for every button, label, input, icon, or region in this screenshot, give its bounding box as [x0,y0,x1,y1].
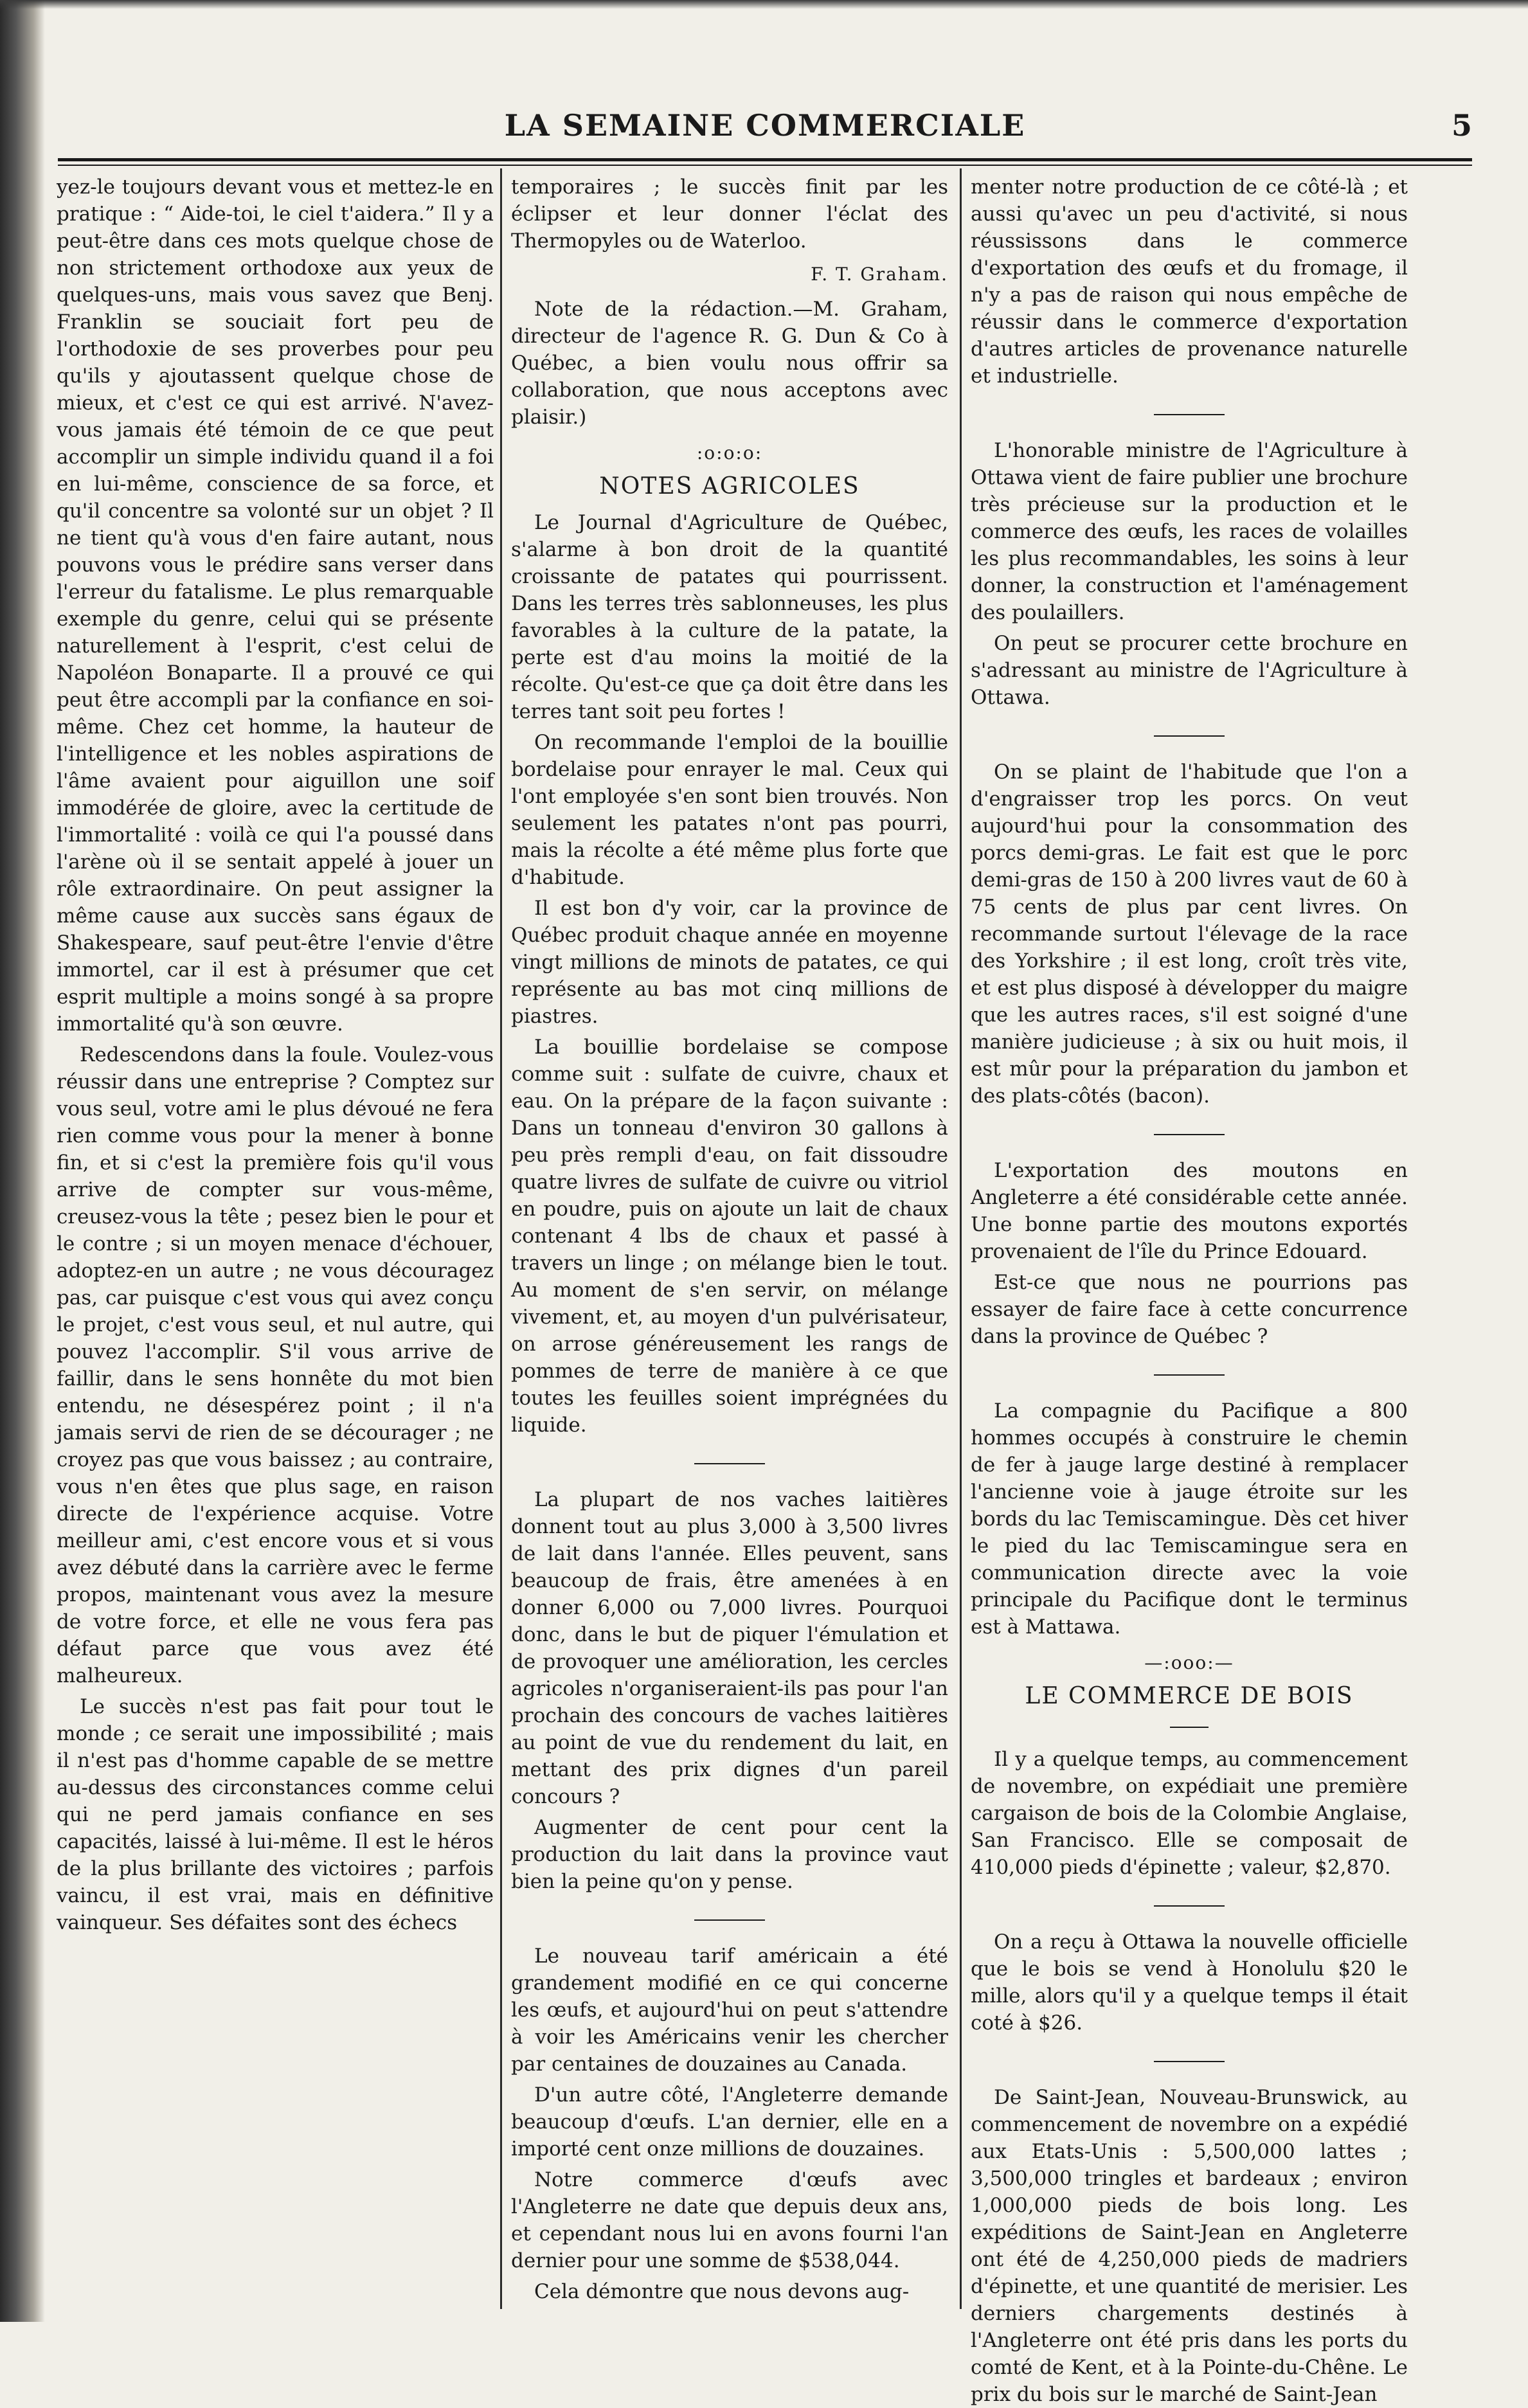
article-paragraph: Le Journal d'Agriculture de Québec, s'alarme à bon droit de la quantité croissante de patates qui pourrissent. Dans les terres très sablonneuses, les plus favorables à la culture de la patate, la perte est d'au moins la moitié de la récolte. Qu'est-ce que ça doit être dans les terres tant soit peu fortes ! [511,511,948,723]
col1-paragraph: Le succès n'est pas fait pour tout le monde ; ce serait une impossibilité ; mais il n'est pas d'homme capable de se mettre au-dessus des circonstances comme celui qui ne perd jamais confiance en ses capacités, laissé à lui-même. Il est le héros de la plus brillante des victoires ; parfois vaincu, il est vrai, mais en définitive vainqueur. Ses défaites sont des échecs [57,1695,494,1934]
section-separator: :o:o:o: [696,442,763,463]
column-1 [57,174,494,2314]
article-paragraph: Le nouveau tarif américain a été grandement modifié en ce qui concerne les œufs, et aujourd'hui on peut s'attendre à voir les Américains venir les chercher par centaines de douzaines au Canada. [511,1945,948,2076]
short-divider [971,1120,1408,1147]
article-paragraph: L'honorable ministre de l'Agriculture à Ottawa vient de faire publier une brochure très précieuse sur la production et le commerce des œufs, les races de volailles les plus recommandables, les soins à leur donner, la construction et l'aménagement des poulaillers. [971,439,1408,624]
article-paragraph: On peut se procurer cette brochure en s'adressant au ministre de l'Agriculture à Ottawa. [971,632,1408,709]
header-rule-thin [58,165,1472,166]
article-paragraph: On recommande l'emploi de la bouillie bordelaise pour enrayer le mal. Ceux qui l'ont employée s'en sont bien trouvés. Non seulement les patates n'ont pas pourri, mais la récolte a été même plus forte que d'habitude. [511,731,948,889]
book-spine-shadow [0,0,45,2322]
article-paragraph: La compagnie du Pacifique a 800 hommes occupés à construire le chemin de fer à jauge large destiné à remplacer l'ancienne voie à jauge étroite sur les bords du lac Temiscamingue. Dès cet hiver le pied du lac Temiscamingue sera en communication directe avec la voie principale du Pacifique dont le terminus est à Mattawa. [971,1399,1408,1639]
column-rule-1 [500,168,502,2309]
article-paragraph: Il est bon d'y voir, car la province de Québec produit chaque année en moyenne vingt millions de minots de patates, ce qui représente au bas mot cinq millions de piastres. [511,897,948,1028]
newspaper-title: LA SEMAINE COMMERCIALE [504,108,1026,143]
short-divider [971,1360,1408,1387]
header-rule [58,158,1472,161]
section-heading-commerce-de-bois: LE COMMERCE DE BOIS [1025,1683,1354,1709]
article-paragraph: D'un autre côté, l'Angleterre demande beaucoup d'œufs. L'an dernier, elle en a importé cent onze millions de douzaines. [511,2083,948,2161]
column-2 [511,174,948,2314]
article-paragraph: Cela démontre que nous devons aug- [534,2280,910,2303]
top-edge-shadow [0,0,1528,9]
article-paragraph: On se plaint de l'habitude que l'on a d'engraisser trop les porcs. On veut aujourd'hui pour la consommation des porcs demi-gras. Le fait est que le porc demi-gras de 150 à 200 livres vaut de 60 à 75 cents de plus par cent livres. On recommande surtout l'élevage de la race des Yorkshire ; il est long, croît très vite, et est plus disposé à développer du maigre que les autres races, s'il est soigné d'une manière judicieuse ; à six ou huit mois, il est mûr pour la préparation du jambon et des plats-côtés (bacon). [971,760,1408,1108]
article-paragraph: De Saint-Jean, Nouveau-Brunswick, au commencement de novembre on a expédié aux Etats-Unis : 5,500,000 lattes ; 3,500,000 tringles et bardeaux ; environ 1,000,000 pieds de bois long. Les expéditions de Saint-Jean en Angleterre ont été de 4,250,000 pieds de madriers d'épinette, et une quantité de merisier. Les derniers chargements destinés à l'Angleterre ont été pris dans les ports du comté de Kent, et à la Pointe-du-Chêne. Le prix du bois sur le marché de Saint-Jean [971,2086,1408,2406]
col2-continuation: temporaires ; le succès finit par les éclipser et leur donner l'éclat des Thermopyles ou de Waterloo. [511,175,948,253]
article-paragraph: On a reçu à Ottawa la nouvelle officielle que le bois se vend à Honolulu $20 le mille, alors qu'il y a quelque temps il était coté à $26. [971,1930,1408,2035]
page-number: 5 [1451,108,1472,143]
col3-continuation: menter notre production de ce côté-là ; et aussi qu'avec un peu d'activité, si nous réussissons dans le commerce d'exportation des œufs et du fromage, il n'y a pas de raison qui nous empêche de réussir dans le commerce d'exportation d'autres articles de provenance naturelle et industrielle. [971,175,1408,388]
section-heading-notes-agricoles: NOTES AGRICOLES [599,473,860,499]
article-paragraph: La bouillie bordelaise se compose comme suit : sulfate de cuivre, chaux et eau. On la prépare de la façon suivante : Dans un tonneau d'environ 30 gallons à peu près rempli d'eau, on fait dissoudre quatre livres de sulfate de cuivre ou vitriol en poudre, puis on ajoute un lait de chaux contenant 4 lbs de chaux et passé à travers un linge ; on mélange bien le tout. Au moment de s'en servir, on mélange vivement, et, au moyen d'un pulvérisateur, on arrose généreusement les rangs de pommes de terre de manière à ce que toutes les feuilles soient imprégnées du liquide. [511,1036,948,1437]
short-divider [971,2047,1408,2074]
article-paragraph: L'exportation des moutons en Angleterre a été considérable cette année. Une bonne partie des moutons exportés provenaient de l'île du Prince Edouard. [971,1159,1408,1263]
short-divider [511,1905,948,1932]
heading-dash [971,1712,1408,1739]
short-divider [971,400,1408,427]
article-paragraph: La plupart de nos vaches laitières donnent tout au plus 3,000 à 3,500 livres de lait dans l'année. Elles peuvent, sans beaucoup de frais, être amenées à en donner 6,000 ou 7,000 livres. Pourquoi donc, dans le but de piquer l'émulation et de provoquer une amélioration, les cercles agricoles n'organiseraient-ils pas pour l'an prochain des concours de vaches laitières au point de vue du rendement du lait, en mettant des prix dignes d'un pareil concours ? [511,1488,948,1808]
short-divider [971,721,1408,748]
article-paragraph: Augmenter de cent pour cent la production du lait dans la province vaut bien la peine qu'on y pense. [511,1816,948,1893]
col1-paragraph: Redescendons dans la foule. Voulez-vous réussir dans une entreprise ? Comptez sur vous seul, votre ami le plus dévoué ne fera rien comme vous pour la mener à bonne fin, et si c'est la première fois qu'il vous arrive de compter sur vous-même, creusez-vous la tête ; pesez bien le pour et le contre ; si un moyen menace d'échouer, adoptez-en un autre ; ne vous découragez pas, car puisque c'est vous qui avez conçu le projet, c'est vous seul, et nul autre, qui pouvez l'accomplir. S'il vous arrive de faillir, dans le sens honnête du mot bien entendu, ne désespérez point ; il n'a jamais servi de rien de se décourager ; ne croyez pas que vous baissez ; au contraire, vous n'en êtes que plus sage, en raison directe de l'expérience acquise. Votre meilleur ami, c'est encore vous et si vous avez débuté dans la carrière avec le ferme propos, maintenant vous avez la mesure de votre force, et elle ne vous fera pas défaut parce que vous avez été malheureux. [57,1043,494,1687]
article-paragraph: Notre commerce d'œufs avec l'Angleterre ne date que depuis deux ans, et cependant nous lui en avons fourni l'an dernier pour une somme de $538,044. [511,2168,948,2272]
page-header [58,108,1472,153]
short-divider [511,1449,948,1476]
section-separator: —:ooo:— [1144,1652,1234,1673]
column-3 [971,174,1408,2406]
short-divider [971,1891,1408,1918]
author-signature: F. T. Graham. [811,264,948,285]
column-rule-2 [960,168,962,2309]
article-paragraph: Est-ce que nous ne pourrions pas essayer de faire face à cette concurrence dans la province de Québec ? [971,1271,1408,1348]
col1-paragraph: yez-le toujours devant vous et mettez-le en pratique : “ Aide-toi, le ciel t'aidera.” Il y a peut-être dans ces mots quelque chose de non strictement orthodoxe aux yeux de quelques-uns, mais vous savez que Benj. Franklin se souciait fort peu de l'orthodoxie de ses proverbes pour peu qu'ils y ajoutassent quelque chose de mieux, et c'est ce qui est arrivé. N'avez-vous jamais été témoin de ce que peut accomplir un simple individu quand il a foi en lui-même, conscience de sa force, et qu'il concentre sa volonté sur un objet ? Il ne tient qu'à vous d'en faire autant, nous pouvons vous le prédire sans verser dans l'erreur du fatalisme. Le plus remarquable exemple du genre, celui qui se présente naturellement à l'esprit, c'est celui de Napoléon Bonaparte. Il a prouvé ce qui peut être accompli par la confiance en soi-même. Chez cet homme, la hauteur de l'intelligence et les nobles aspirations de l'âme avaient pour aiguillon une soif immodérée de gloire, avec la certitude de l'immortalité : voilà ce qui l'a poussé dans l'arène où il se sentait appelé à jouer un rôle extraordinaire. On peut assigner la même cause aux succès sans égaux de Shakespeare, sauf peut-être l'envie d'être immortel, car il est à présumer que cet esprit multiple a moins songé à sa propre immortalité qu'à son œuvre. [57,175,494,1036]
article-paragraph: Il y a quelque temps, au commencement de novembre, on expédiait une première cargaison de bois de la Colombie Anglaise, San Francisco. Elle se composait de 410,000 pieds d'épinette ; valeur, $2,870. [971,1748,1408,1879]
editor-note: Note de la rédaction.—M. Graham, directeur de l'agence R. G. Dun & Co à Québec, a bien voulu nous offrir sa collaboration, que nous acceptons avec plaisir.) [511,298,948,429]
